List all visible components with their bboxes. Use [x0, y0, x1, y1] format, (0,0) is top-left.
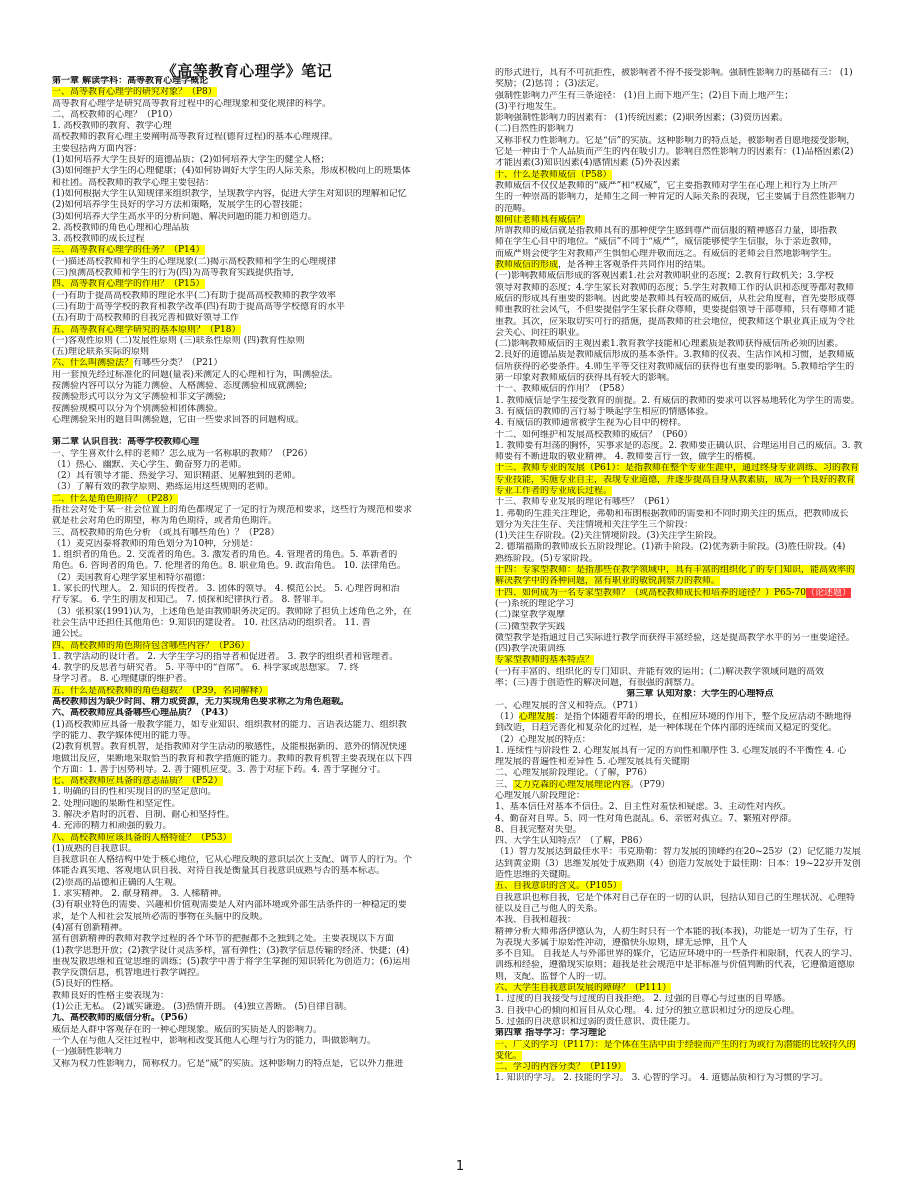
right-text-line: 教师威信不仅仅是教师的“威严”和“权威”，它主要指教师对学生在心理上和行为上所产: [495, 180, 838, 191]
left-text-line: 3. 解决矛盾时的沉着、自制、耐心和坚持性。: [52, 810, 235, 820]
right-text-line: 师重教的社会风气，不但要提倡学生家长群众尊师，更要提倡领导干部尊师，只有尊师才能: [495, 305, 856, 316]
right-text-line: (1)关注生存阶段。(2)关注情境阶段。(3)关注学生阶段。: [495, 531, 723, 542]
left-text-line: (1)如何根据大学生认知规律来组织教学，呈现教学内容，促进大学生对知识的理解和记忆: [52, 188, 407, 199]
left-column: [52, 76, 442, 1070]
right-text-line: 微型教学是指通过自己实际进行教学而获得丰富经验，这是提高教学水平的另一重要途径。: [495, 632, 856, 643]
right-text-line: 信所获得的必要条件。4.师生平等交往对教师威信的获得也有重要的影响。5.教师给学生的: [495, 361, 855, 372]
right-text-line: 六、大学生自我意识发展的障碍？（P111）: [495, 983, 672, 994]
left-text-line: 按测验规模可以分为个别测验和团体测验。: [52, 403, 224, 414]
left-text-line: 按测验形式可以分为文字测验和非文字测验;: [52, 392, 227, 403]
right-text-line: 1. 知识的学习。 2. 技能的学习。 3. 心智的学习。 4. 道德品质和行为习惯的学习。: [495, 1073, 829, 1084]
left-text-line: 按测验内容可以分为能力测验、人格测验、态度测验和成就测验;: [52, 381, 308, 392]
left-text-line: (五)理论联系实际的原则: [52, 347, 150, 358]
right-text-line: 3. 有威信的教师的言行易于唤起学生相应的情感体验。: [495, 406, 714, 417]
right-text-line: 三、艾力克森的心理发展理论内容。（P79）: [495, 779, 671, 790]
page-number: 1: [455, 1159, 465, 1174]
right-text-line: 重教。其次，应采取切实可行的措施，提高教师的社会地位，使教师这个职业真正成为令社: [495, 316, 856, 327]
left-text-line: 二、什么是角色期待？（P28）: [52, 493, 178, 504]
right-text-line: 则，支配、监督个人的一切。: [495, 971, 613, 982]
right-text-line: （2）心理发展的特点：: [495, 734, 591, 745]
left-text-line: (1)高校教师应具备一般教学能力，如专业知识、组织教材的能力、言语表达能力、组织教: [52, 719, 407, 730]
left-text-line: 就是社会对角色的期望，称为角色期待，或者角色期许。: [52, 516, 278, 527]
left-text-line: 和社团。高校教师的教学心理主要包括：: [52, 177, 215, 188]
left-text-line: 高等教育心理学是研究高等教育过程中的心理现象和变化规律的科学。: [52, 98, 332, 109]
left-text-line: 1. 高校教师的教育、教学心理: [52, 121, 172, 132]
right-text-line: 1. 教师要有坦荡的胸怀，实事求是的态度。2. 教师要正确认识、合理运用自己的威信。3. 教: [495, 440, 863, 451]
right-text-line: （1）心理发展：是指个体随着年龄的增长，在相应环境的作用下，整个反应活动不断地得: [495, 711, 852, 722]
left-text-line: 六、什么叫测验法？有哪些分类？（P21）: [52, 358, 223, 369]
right-text-line: 十三、教师专业的发展（P61）：是指教师在整个专业生涯中，通过终身专业训练、习的教育: [495, 463, 860, 474]
right-text-line: 四、大学生认知特点？（了解，P86）: [495, 836, 648, 847]
right-text-line: 理发展的普遍性和差异性 5. 心理发展具有关键期: [495, 757, 690, 768]
right-text-line: 十四：专家型教师：是指那些在教学领域中，具有丰富的组织化了的专门知识，能高效率的: [495, 565, 856, 576]
right-text-line: 4、勤奋对自卑。5、同一性对角色混乱。6、亲密对孤立。7、繁殖对停滞。: [495, 813, 797, 824]
right-text-line: 一、心理发展的含义和特点。（P71）: [495, 700, 644, 711]
left-text-line: (一)强制性影响力: [52, 1047, 123, 1058]
right-text-line: 训练和经验，遵循现实原则；超我是社会规范中是非标准与价值判断的代表，它遵循道德原: [495, 960, 856, 971]
left-text-line: 富有创新精神的教师对教学过程的各个环节的把握都不乏独到之处。主要表现以下方面: [52, 934, 395, 945]
left-text-line: 一、高等教育心理学的研究对象？（P8）: [52, 87, 217, 98]
right-text-line: 划分为关注生存、关注情境和关注学生三个阶段：: [495, 519, 694, 530]
right-text-line: 领导对教师的态度；4.学生家长对教师的态度；5.学生对教师工作的认识和态度等都对教师: [495, 282, 855, 293]
left-text-line: 个方面：1. 善于因势利导。2. 善于随机应变。3. 善于对症下药。4. 善于掌握分寸。: [52, 764, 386, 775]
right-text-line: 五、自我意识的含义。（P105）: [495, 881, 622, 892]
right-text-line: 8、自我完整对失望。: [495, 824, 582, 835]
left-text-line: 五、高等教育心理学研究的基本原则？（P18）: [52, 324, 241, 335]
left-text-line: (2)如何培养学生良好的学习方法和策略，发展学生的心智技能；: [52, 200, 308, 211]
right-text-line: 本我、自我和超我：: [495, 915, 577, 926]
left-text-line: 求，是个人和社会发展所必需的事物在头脑中的反映。: [52, 911, 269, 922]
right-text-line: 变化。: [495, 1050, 523, 1061]
right-text-line: 3. 自我中心的倾向和盲目从众心理。 4. 过分的独立意识和过分的逆反心理。: [495, 1005, 800, 1016]
right-text-line: 1. 教师威信是学生接受教育的前提。2. 有威信的教师的要求可以容易地转化为学生的需要。: [495, 395, 860, 406]
left-text-line: (1)公正无私。 (2)诚实谦逊。 (3)热情开朗。 (4)独立善断。 (5)自律自制。: [52, 1002, 353, 1013]
right-text-line: 解决教学中的各种问题，富有职业的敏锐洞察力的教师。: [495, 576, 721, 587]
left-text-line: (5)良好的性格。: [52, 979, 119, 990]
left-text-line: （2）美国教育心理学家里和特尔福德：: [52, 572, 211, 583]
right-text-line: 十四、如何成为一名专家型教师？（或高校教师成长和培养的途径？）P65-70（论述题）: [495, 587, 852, 598]
right-text-line: 征以及自己与他人的关系。: [495, 903, 604, 914]
left-text-line: 三、高校教师的角色分析 （或具有哪些角色）？（P28）: [52, 527, 280, 538]
right-text-line: 2. 德瑞福斯的教师成长五阶段理论。(1)新手阶段。(2)优秀新手阶段。(3)胜任阶段。(4): [495, 542, 846, 553]
highlighted-term: 六、什么叫测验法？: [52, 358, 134, 369]
left-text-line: 二、高校教师的心理？（P10）: [52, 109, 178, 120]
left-text-line: 四、高等教育心理学的作用？（P15）: [52, 279, 205, 290]
left-text-line: 又称为权力性影响力，简称权力。它是“威”的实质。这种影响力的特点是，它以外力推进: [52, 1058, 404, 1069]
left-text-line: 地做出反应，果断地采取恰当的教育和教学措施的能力。教师的教育机智主要表现在以下四: [52, 753, 413, 764]
right-text-line: 所谓教师的威信就是指教师具有的那种使学生感到尊严而信服的精神感召力量，即指教: [495, 226, 838, 237]
right-text-line: 十、什么是教师威信（P58）: [495, 169, 612, 180]
left-text-line: 身学习者。 8. 心理健康的维护者。: [52, 674, 193, 685]
left-text-line: 1. 明确的目的性和实现目的的坚定意向。: [52, 787, 217, 798]
left-text-line: 通公民。: [52, 629, 89, 640]
left-text-line: (一)客观性原则 (二)发展性原则 (三)联系性原则 (四)教育性原则: [52, 335, 305, 346]
right-text-line: 到改造，日趋完善化和复杂化的过程，是一种体现在个体内部的连续而又稳定的变化。: [495, 723, 838, 734]
right-column: [495, 68, 905, 1085]
right-text-line: (一)系统的理论学习: [495, 598, 575, 609]
right-text-line: (三)微型教学实践: [495, 621, 566, 632]
right-text-line: 威信的形成具有重要的影响。因此要是教师具有较高的威信，从社会角度看，首先要形成尊: [495, 293, 856, 304]
right-text-line: 心理发展八阶段理论：: [495, 791, 586, 801]
left-text-line: 第一章 解读学科：高等教育心理学概论: [52, 76, 209, 86]
left-text-line: 一个人在与他人交往过程中，影响和改变其他人心理与行为的能力，叫做影响力。: [52, 1035, 377, 1046]
left-text-line: (4)富有创新精神。: [52, 922, 128, 933]
right-text-line: 一、广义的学习（P117）：是个体在生活中由于经验而产生的行为或行为潜能的比较持久的: [495, 1039, 856, 1050]
right-text-line: 第一印象对教师威信的获得具有较大的影响。: [495, 373, 676, 384]
left-text-line: 社会生活中还担任其他角色：9.知识的建设者。 10. 社区活动的组织者。 11. 普: [52, 617, 371, 628]
right-text-line: 师在学生心目中的地位。“威信”不同于“威严”，威信能够使学生信服，乐于亲近教师，: [495, 237, 838, 248]
left-text-line: （1）麦克因泰将教师的角色划分为10种，分别是：: [52, 538, 259, 549]
left-text-line: 第二章 认识自我：高等学校教师心理: [52, 437, 200, 448]
right-text-line: 专业工作者的专业成长过程。: [495, 485, 613, 496]
right-text-line: (二)课堂教学观摩: [495, 610, 566, 621]
right-text-line: 二、学习的内容分类？（P119）: [495, 1062, 627, 1073]
right-text-line: 专业技能，实施专业自主，表现专业道德，并逐步提高自身从教素质，成为一个良好的教育: [495, 474, 856, 485]
right-text-line: 为表现大多属于原始性冲动，遵循快乐原则，肆无忌惮，且个人: [495, 937, 748, 948]
right-text-line: 5. 过强的自决意识和过弱的责任意识、责任能力。: [495, 1016, 696, 1027]
left-text-line: [52, 426, 442, 437]
left-text-line: 1. 家长的代理人。 2. 知识的传授者。 3. 团体的领导。 4. 模范公民。 5. 心理咨询和治: [52, 584, 400, 595]
right-text-line: （1）智力发展达到最佳水平：韦克斯勒：智力发展的顶峰约在20~25岁（2）记忆能力发展: [495, 847, 861, 858]
right-text-line: 4. 有威信的教师通常被学生视为心目中的榜样。: [495, 418, 687, 429]
right-text-line: [495, 215, 905, 226]
highlighted-term: 心理发展: [518, 711, 555, 722]
left-text-line: (1)如何培养大学生良好的道德品质；(2)如何培养大学生的健全人格；: [52, 155, 330, 166]
left-text-line: 体能否真实地、客观地认识自我、对待自我是衡量其自我意识成熟与否的基本标志。: [52, 866, 386, 877]
left-text-line: 1. 教学活动的设计者。 2. 大学生学习的指导者和促进者。 3. 教学的组织者和管理者。: [52, 651, 399, 662]
right-text-line: (一)有丰富的、组织化的专门知识、并能有效的运用；(二)解决教学领域问题的高效: [495, 666, 825, 677]
left-text-line: 2. 高校教师的角色心理和心理品质: [52, 222, 190, 233]
right-text-line: 熟练阶段。(5)专家阶段。: [495, 553, 598, 564]
left-text-line: (3)有职业特色的需要、兴趣和价值观需要是人对内部环境或外部生活条件的一种稳定的要: [52, 900, 407, 911]
left-text-line: 高校教师的教育心理主要阐明高等教育过程(德育过程)的基本心理规律。: [52, 132, 339, 143]
left-text-line: 自我意识在人格结构中处于核心地位，它从心理反映的意识层次上支配、调节人的行为。个: [52, 855, 413, 866]
highlighted-term: 教师威信的形成: [495, 260, 559, 271]
left-text-line: 用一套预先经过标准化的问题(量表)来测定人的心理和行为，叫测验法。: [52, 369, 339, 380]
right-text-line: (一)影响教师威信形成的客观因素1.社会对教师职业的态度；2.教育行政机关；3.学校: [495, 271, 834, 282]
right-text-line: (四)教学决策训练: [495, 644, 566, 655]
right-text-line: 1. 连续性与阶段性 2. 心理发展具有一定的方向性和顺序性 3. 心理发展的不平衡性 4. 心: [495, 745, 847, 756]
left-text-line: 五、什么是高校教师的角色超载？（P39，名词解释）: [52, 685, 268, 696]
left-text-line: 一、学生喜欢什么样的老师？怎么成为一名称职的教师？（P26）: [52, 448, 313, 459]
left-text-line: 2. 处理问题的果断性和坚定性。: [52, 798, 181, 809]
left-text-line: (三)预测高校教师和学生的行为(四)为高等教育实践提供指导,: [52, 268, 294, 279]
left-text-line: （2）具有领导才能、热爱学习、知识精湛、见解独到的老师。: [52, 471, 301, 482]
left-text-line: (五)有助于高校教师的自我完善和做好领导工作: [52, 313, 240, 324]
right-text-line: 的范畴。: [495, 203, 532, 214]
left-text-line: 九、高校教师的威信分析。（P56）: [52, 1013, 193, 1024]
left-text-line: （3）张积家(1991)认为，上述角色是由教师职务决定的。教师除了担负上述角色之外，在: [52, 606, 412, 617]
right-text-line: 才能因素(3)知识因素(4)感情因素 (5)外表因素: [495, 158, 681, 169]
left-text-line: 主要包括两方面内容：: [52, 143, 143, 154]
highlighted-term: 艾力克森的心理发展理论内容: [513, 779, 631, 790]
left-text-line: 3. 高校教师的成长过程: [52, 234, 145, 245]
left-text-line: 六、高校教师应具备哪些心理品质？（P43）: [52, 708, 234, 719]
right-text-line: 1. 弗勒的生涯关注理论，弗勒和布朗根据教师的需要和不同时期关注的焦点，把教师成长: [495, 508, 849, 519]
left-text-line: 七、高校教师应具备的意志品质？（P52）: [52, 776, 223, 787]
left-text-line: (三)有助于高等学校的教育和教学改革(四)有助于提高高等学校德育的水平: [52, 301, 346, 312]
right-text-line: (二)自然性的影响力: [495, 124, 575, 135]
page-title: 《高等教育心理学》笔记: [161, 62, 333, 80]
right-text-line: 精神分析大师弗洛伊德认为，人初生时只有一个本能的我(本我)，功能是一切为了生存，行: [495, 926, 854, 937]
left-text-line: (一)有助于提高高校教师的理论水平(二)有助于提高高校教师的教学效率: [52, 290, 337, 301]
left-text-line: 学的能力、教学媒体使用的能力等。: [52, 730, 197, 741]
right-text-line: 专家型教师的基本特点？: [495, 655, 595, 666]
left-text-line: 教师良好的性格主要表现为：: [52, 990, 170, 1001]
left-text-line: 4. 充沛的精力和顽强的毅力。: [52, 821, 172, 832]
left-text-line: (3)如何培养大学生高水平的分析问题、解决问题的能力和创造力。: [52, 211, 317, 222]
left-text-line: 1. 求实精神。 2. 献身精神。 3. 人梯精神。: [52, 889, 228, 900]
right-text-line: 多不自知。 自我是人与外部世界的媒介，它适应环境中的一些条件和限制，代表人的学习、: [495, 949, 858, 960]
right-text-line: 生的一种崇高的影响力，是师生之间一种肯定的人际关系的表现，它主要属于自然性影响力: [495, 192, 856, 203]
right-text-line: 而威严则会使学生对教师产生惧怕心理并敬而远之。有威信的老师会自然地影响学生。: [495, 248, 838, 259]
right-text-line: 的形式进行，具有不可抗拒性，被影响者不得不接受影响。强制性影响力的基础有三： (1): [495, 68, 853, 78]
left-text-line: 角色。6. 咨询者的角色。7. 伦理者的角色。8. 职业角色。9. 政治角色。 10. 法律角色。: [52, 561, 406, 572]
right-text-line: 它是一种由于个人品质而产生的内在吸引力。影响自然性影响力的因素有：(1)品格因素(2): [495, 147, 854, 158]
left-text-line: 八、高校教师应该具备的人格特征？（P53）: [52, 832, 232, 843]
right-text-line: 1. 过度的自我接受与过度的自我拒绝。 2. 过强的自尊心与过重的自卑感。: [495, 994, 791, 1005]
left-text-line: (一)描述高校教师和学生的心理现象(二)揭示高校教师和学生的心理规律: [52, 256, 337, 267]
right-text-line: 十二、如何维护和发展高校教师的威信？（P60）: [495, 429, 693, 440]
right-text-line: (二)影响教师威信的主观因素1.教育教学技能和心理素质是教师获得威信所必须的因素。: [495, 339, 844, 350]
right-text-line: 师要有不断进取的敬业精神。 4. 教师要言行一致，做学生的楷模。: [495, 452, 762, 463]
left-text-line: 重视发散思维和直觉思维的训练；(5)教学中善于将学生掌握的知识转化为创造力；(6)运用: [52, 956, 411, 967]
right-text-line: 率；(三)善于创造性的解决问题，有很强的洞察力。: [495, 678, 701, 689]
right-text-line: 十一、教师威信的作用？（P58）: [495, 384, 630, 395]
left-text-line: 1. 组织者的角色。2. 交流者的角色。3. 激发者的角色。4. 管理者的角色。5. 革新者的: [52, 550, 398, 561]
left-text-line: 心理测验采用的题目叫测验题，它由一些要求回答的问题构成。: [52, 414, 305, 425]
right-text-line: 又称非权力性影响力。它是“信”的实质。这种影响力的特点是，被影响者自愿地接受影响，: [495, 135, 856, 146]
left-text-line: 指社会对处于某一社会位置上的角色都规定了一定的行为规范和要求，这些行为规范和要求: [52, 504, 413, 515]
right-text-line: (3)平行地发生。: [495, 101, 562, 112]
left-text-line: (2)教育机智。教育机智，是指教师对学生活动的敏感性，及能根据新的、意外的情况快速: [52, 742, 407, 753]
right-text-line: 第三章 认知对象：大学生的心理特点: [626, 689, 774, 700]
right-text-line: 造性思维的关键期。: [495, 870, 577, 881]
right-text-line: 达到黄金期（3）思维发展处于成熟期（4）创造力发展处于最佳期：日本：19~22岁开发创: [495, 858, 861, 869]
right-text-line: 影响强制性影响力的因素有： (1)传统因素；(2)职务因素；(3)资历因素。: [495, 113, 789, 124]
left-text-line: （3）了解有效的教学原则、熟练运用这些规则的老师。: [52, 482, 274, 493]
left-text-line: (3)如何维护大学生的心理健康；(4)如何协调好大学生的人际关系，形成积极向上的班集体: [52, 166, 411, 177]
left-text-line: 四、高校教师的角色期待包含哪些内容？（P36）: [52, 640, 250, 651]
left-text-line: （1）热心、幽默、关心学生、勤奋努力的老师。: [52, 459, 247, 470]
left-text-line: (1)教学思想开放；(2)教学设计灵活多样，富有弹性；(3)教学信息传输的经济、快捷；(4): [52, 945, 409, 956]
right-text-line: 十三、教师专业发展的理论有哪些？（P61）: [495, 497, 675, 508]
left-text-line: 三、高等教育心理学的任务？（P14）: [52, 245, 205, 256]
right-text-line: 强制性影响力产生有三条途径： (1)自上而下地产生；(2)自下而上地产生；: [495, 90, 794, 101]
right-text-line: 1、基本信任对基本不信任。2、自主性对羞怯和疑虑。3、主动性对内疚。: [495, 802, 792, 813]
right-text-line: 第四章 指导学习：学习理论: [495, 1028, 607, 1039]
left-text-line: 教学反馈信息，机智地进行教学调控。: [52, 968, 206, 979]
right-text-line: 2.良好的道德品质是教师威信形成的基本条件。3.教师的仪表、生活作风和习惯，是教师威: [495, 350, 855, 361]
left-text-line: 4. 教学的反思者与研究者。 5. 平等中的“首席”。 6. 科学家或思想家。 7. 终: [52, 663, 359, 674]
left-text-line: 威信是人群中客观存在的一种心理现象。威信的实质是人的影响力。: [52, 1024, 323, 1035]
highlighted-term: 如何让老师具有威信？: [495, 214, 586, 225]
left-text-line: (1)成熟的自我意识。: [52, 843, 137, 854]
right-text-line: 奖励；(2)惩罚 ；(3)法定。: [495, 79, 605, 90]
right-text-line: 会关心、向往的职业。: [495, 327, 586, 338]
right-text-line: 自我意识也称自我，它是个体对自己存在的一切的认识，包括认知自己的生理状况、心理特: [495, 892, 856, 903]
left-text-line: 疗专家。 6. 学生的朋友和知己。 7. 侦探和纪律执行者。 8. 替罪羊。: [52, 595, 329, 606]
right-text-line: 教师威信的形成，是各种主客观条件共同作用的结果。: [495, 260, 712, 271]
right-text-line: 二、心理发展阶段理论。（了解，P76）: [495, 768, 653, 779]
left-text-line: 高校教师因为缺少时间、精力或资源，无力实现角色要求称之为角色超载。: [52, 697, 350, 708]
left-text-line: (2)崇高的品德和正确的人生观。: [52, 877, 182, 888]
